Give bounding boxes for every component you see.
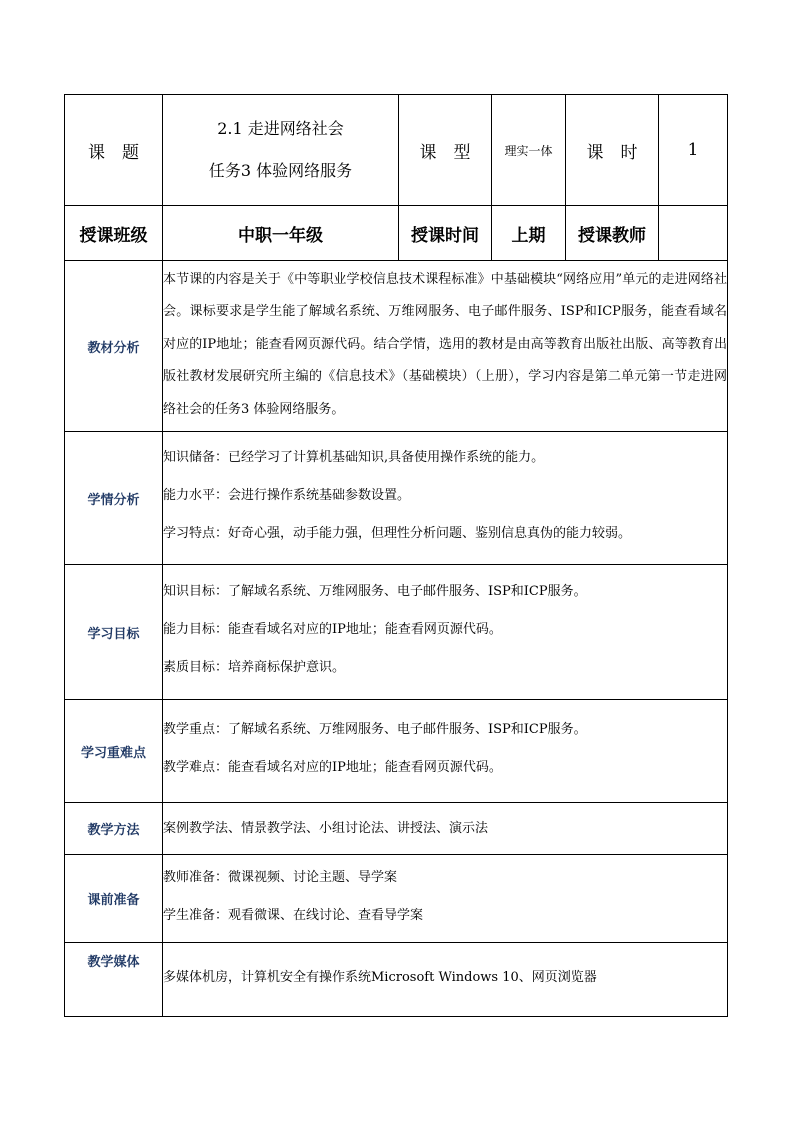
preparation-label: 课前准备 (65, 855, 163, 943)
row-class (65, 206, 728, 261)
teacher-value (659, 206, 728, 261)
lesson-plan-table (64, 94, 728, 1017)
hours-label: 课 时 (566, 95, 659, 206)
students-ability: 能力水平：会进行操作系统基础参数设置。 (163, 488, 411, 503)
material-content (163, 261, 728, 432)
methods-content (163, 803, 728, 855)
time-label: 授课时间 (399, 206, 492, 261)
key-points-label: 学习重难点 (65, 700, 163, 803)
row-media (65, 943, 728, 1017)
students-traits: 学习特点：好奇心强，动手能力强，但理性分析问题、鉴别信息真伪的能力较弱。 (163, 526, 632, 541)
teacher-label: 授课教师 (566, 206, 659, 261)
goals-content (163, 565, 728, 700)
goal-ability: 能力目标：能查看域名对应的IP地址；能查看网页源代码。 (163, 622, 502, 637)
type-value: 理实一体 (492, 95, 566, 206)
topic-line-1: 2.1 走进网络社会 (217, 119, 344, 138)
class-value: 中职一年级 (163, 206, 399, 261)
key-point: 教学重点：了解域名系统、万维网服务、电子邮件服务、ISP和ICP服务。 (163, 722, 587, 737)
type-label: 课 型 (399, 95, 492, 206)
material-label: 教材分析 (65, 261, 163, 432)
topic-line-2: 任务3 体验网络服务 (208, 161, 353, 180)
student-preparation: 学生准备：观看微课、在线讨论、查看导学案 (163, 907, 424, 923)
row-students (65, 432, 728, 565)
teacher-preparation: 教师准备：微课视频、讨论主题、导学案 (163, 869, 398, 885)
methods-text: 案例教学法、情景教学法、小组讨论法、讲授法、演示法 (163, 821, 489, 836)
goal-quality: 素质目标：培养商标保护意识。 (163, 660, 346, 675)
row-topic (65, 95, 728, 206)
row-material (65, 261, 728, 432)
difficult-point: 教学难点：能查看域名对应的IP地址；能查看网页源代码。 (163, 760, 502, 775)
hours-value: 1 (659, 95, 728, 206)
media-content (163, 943, 728, 1017)
time-value: 上期 (492, 206, 566, 261)
media-label: 教学媒体 (65, 943, 163, 1017)
students-knowledge: 知识储备：已经学习了计算机基础知识,具备使用操作系统的能力。 (163, 450, 545, 465)
row-methods (65, 803, 728, 855)
class-label: 授课班级 (65, 206, 163, 261)
media-text: 多媒体机房，计算机安全有操作系统Microsoft Windows 10、网页浏览器 (163, 969, 597, 985)
preparation-content (163, 855, 728, 943)
row-key-points (65, 700, 728, 803)
goals-label: 学习目标 (65, 565, 163, 700)
methods-label: 教学方法 (65, 803, 163, 855)
topic-label: 课 题 (65, 95, 163, 206)
students-label: 学情分析 (65, 432, 163, 565)
material-text: 本节课的内容是关于《中等职业学校信息技术课程标准》中基础模块“网络应用”单元的走进网络社会。课标要求是学生能了解域名系统、万维网服务、电子邮件服务、ISP和ICP服务，能查看域名对应的IP地址；能查看网页源代码。结合学情，选用的教材是由高等教育出版社出版、高等教育出版社教材发展研究所主编的《信息技术》（基础模块）（上册），学习内容是第二单元第一节走进网络社会的任务3 体验网络服务。 (163, 271, 727, 417)
topic-value (163, 95, 399, 206)
students-content (163, 432, 728, 565)
key-points-content (163, 700, 728, 803)
row-goals (65, 565, 728, 700)
goal-knowledge: 知识目标：了解域名系统、万维网服务、电子邮件服务、ISP和ICP服务。 (163, 584, 587, 599)
row-preparation (65, 855, 728, 943)
